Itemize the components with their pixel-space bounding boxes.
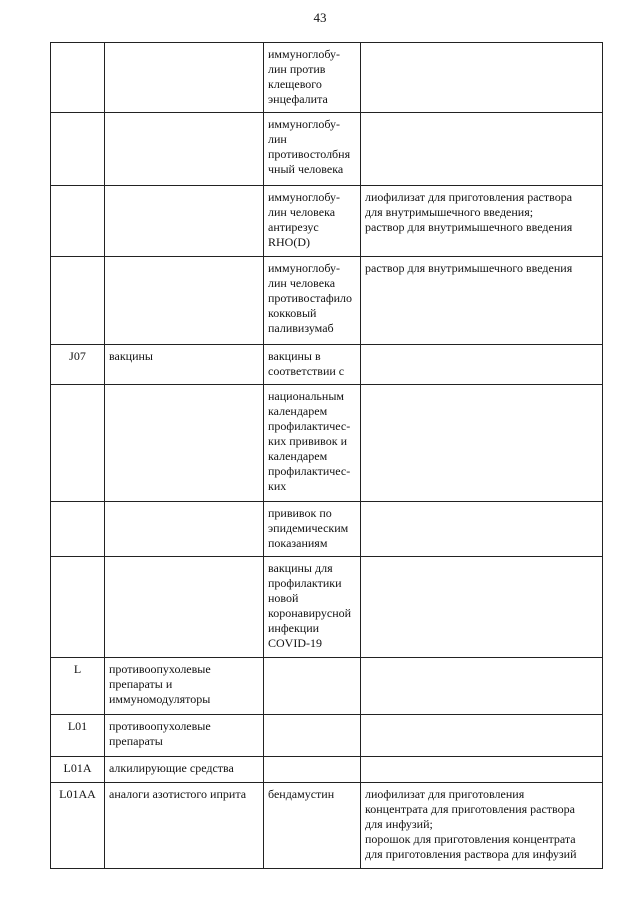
atc-code-cell [51,385,105,502]
table-row [51,43,603,113]
group-cell: вакцины [105,345,264,385]
group-cell [105,186,264,257]
atc-code-cell [51,43,105,113]
drug-cell [264,658,361,715]
dosage-form-cell [361,757,603,783]
atc-code-cell [51,186,105,257]
table-row [51,257,603,345]
dosage-form-cell [361,113,603,186]
atc-code-cell: L01 [51,715,105,757]
group-cell [105,502,264,557]
group-cell [105,385,264,502]
dosage-form-cell [361,43,603,113]
table-row [51,345,603,385]
atc-code-cell [51,257,105,345]
table-row [51,658,603,715]
dosage-form-cell [361,385,603,502]
dosage-form-cell: раствор для внутримышечного введения [361,257,603,345]
drug-cell: иммуноглобу- лин против клещевого энцефалита [264,43,361,113]
table-row [51,502,603,557]
drug-cell: прививок по эпидемическим показаниям [264,502,361,557]
group-cell: противоопухолевые препараты и иммуномодуляторы [105,658,264,715]
table-row [51,557,603,658]
table-row [51,186,603,257]
drug-cell [264,757,361,783]
dosage-form-cell: лиофилизат для приготовления концентрата для приготовления раствора для инфузий; порошок для приготовления концентрата для приготовления раствора для инфузий [361,783,603,869]
dosage-form-cell [361,345,603,385]
drug-cell: вакцины для профилактики новой коронавирусной инфекции COVID-19 [264,557,361,658]
group-cell [105,43,264,113]
drug-cell [264,715,361,757]
group-cell [105,113,264,186]
group-cell: аналоги азотистого иприта [105,783,264,869]
group-cell: противоопухолевые препараты [105,715,264,757]
dosage-form-cell [361,658,603,715]
dosage-form-cell [361,502,603,557]
atc-code-cell [51,113,105,186]
table-row [51,715,603,757]
atc-code-cell: J07 [51,345,105,385]
atc-code-cell [51,502,105,557]
page-number: 43 [313,10,327,25]
drug-table [50,42,603,869]
group-cell: алкилирующие средства [105,757,264,783]
drug-cell: иммуноглобу- лин человека антирезус RHO(D) [264,186,361,257]
dosage-form-cell [361,557,603,658]
drug-cell: вакцины в соответствии с [264,345,361,385]
table-row [51,113,603,186]
table-row [51,757,603,783]
table-row [51,783,603,869]
atc-code-cell: L [51,658,105,715]
drug-cell: национальным календарем профилактичес- ких прививок и календарем профилактичес- ких [264,385,361,502]
drug-cell: иммуноглобу- лин противостолбня чный человека [264,113,361,186]
table-row [51,385,603,502]
group-cell [105,257,264,345]
dosage-form-cell: лиофилизат для приготовления раствора для внутримышечного введения; раствор для внутримышечного введения [361,186,603,257]
atc-code-cell: L01A [51,757,105,783]
atc-code-cell: L01AA [51,783,105,869]
group-cell [105,557,264,658]
drug-cell: бендамустин [264,783,361,869]
drug-cell: иммуноглобу- лин человека противостафило кокковый паливизумаб [264,257,361,345]
atc-code-cell [51,557,105,658]
dosage-form-cell [361,715,603,757]
